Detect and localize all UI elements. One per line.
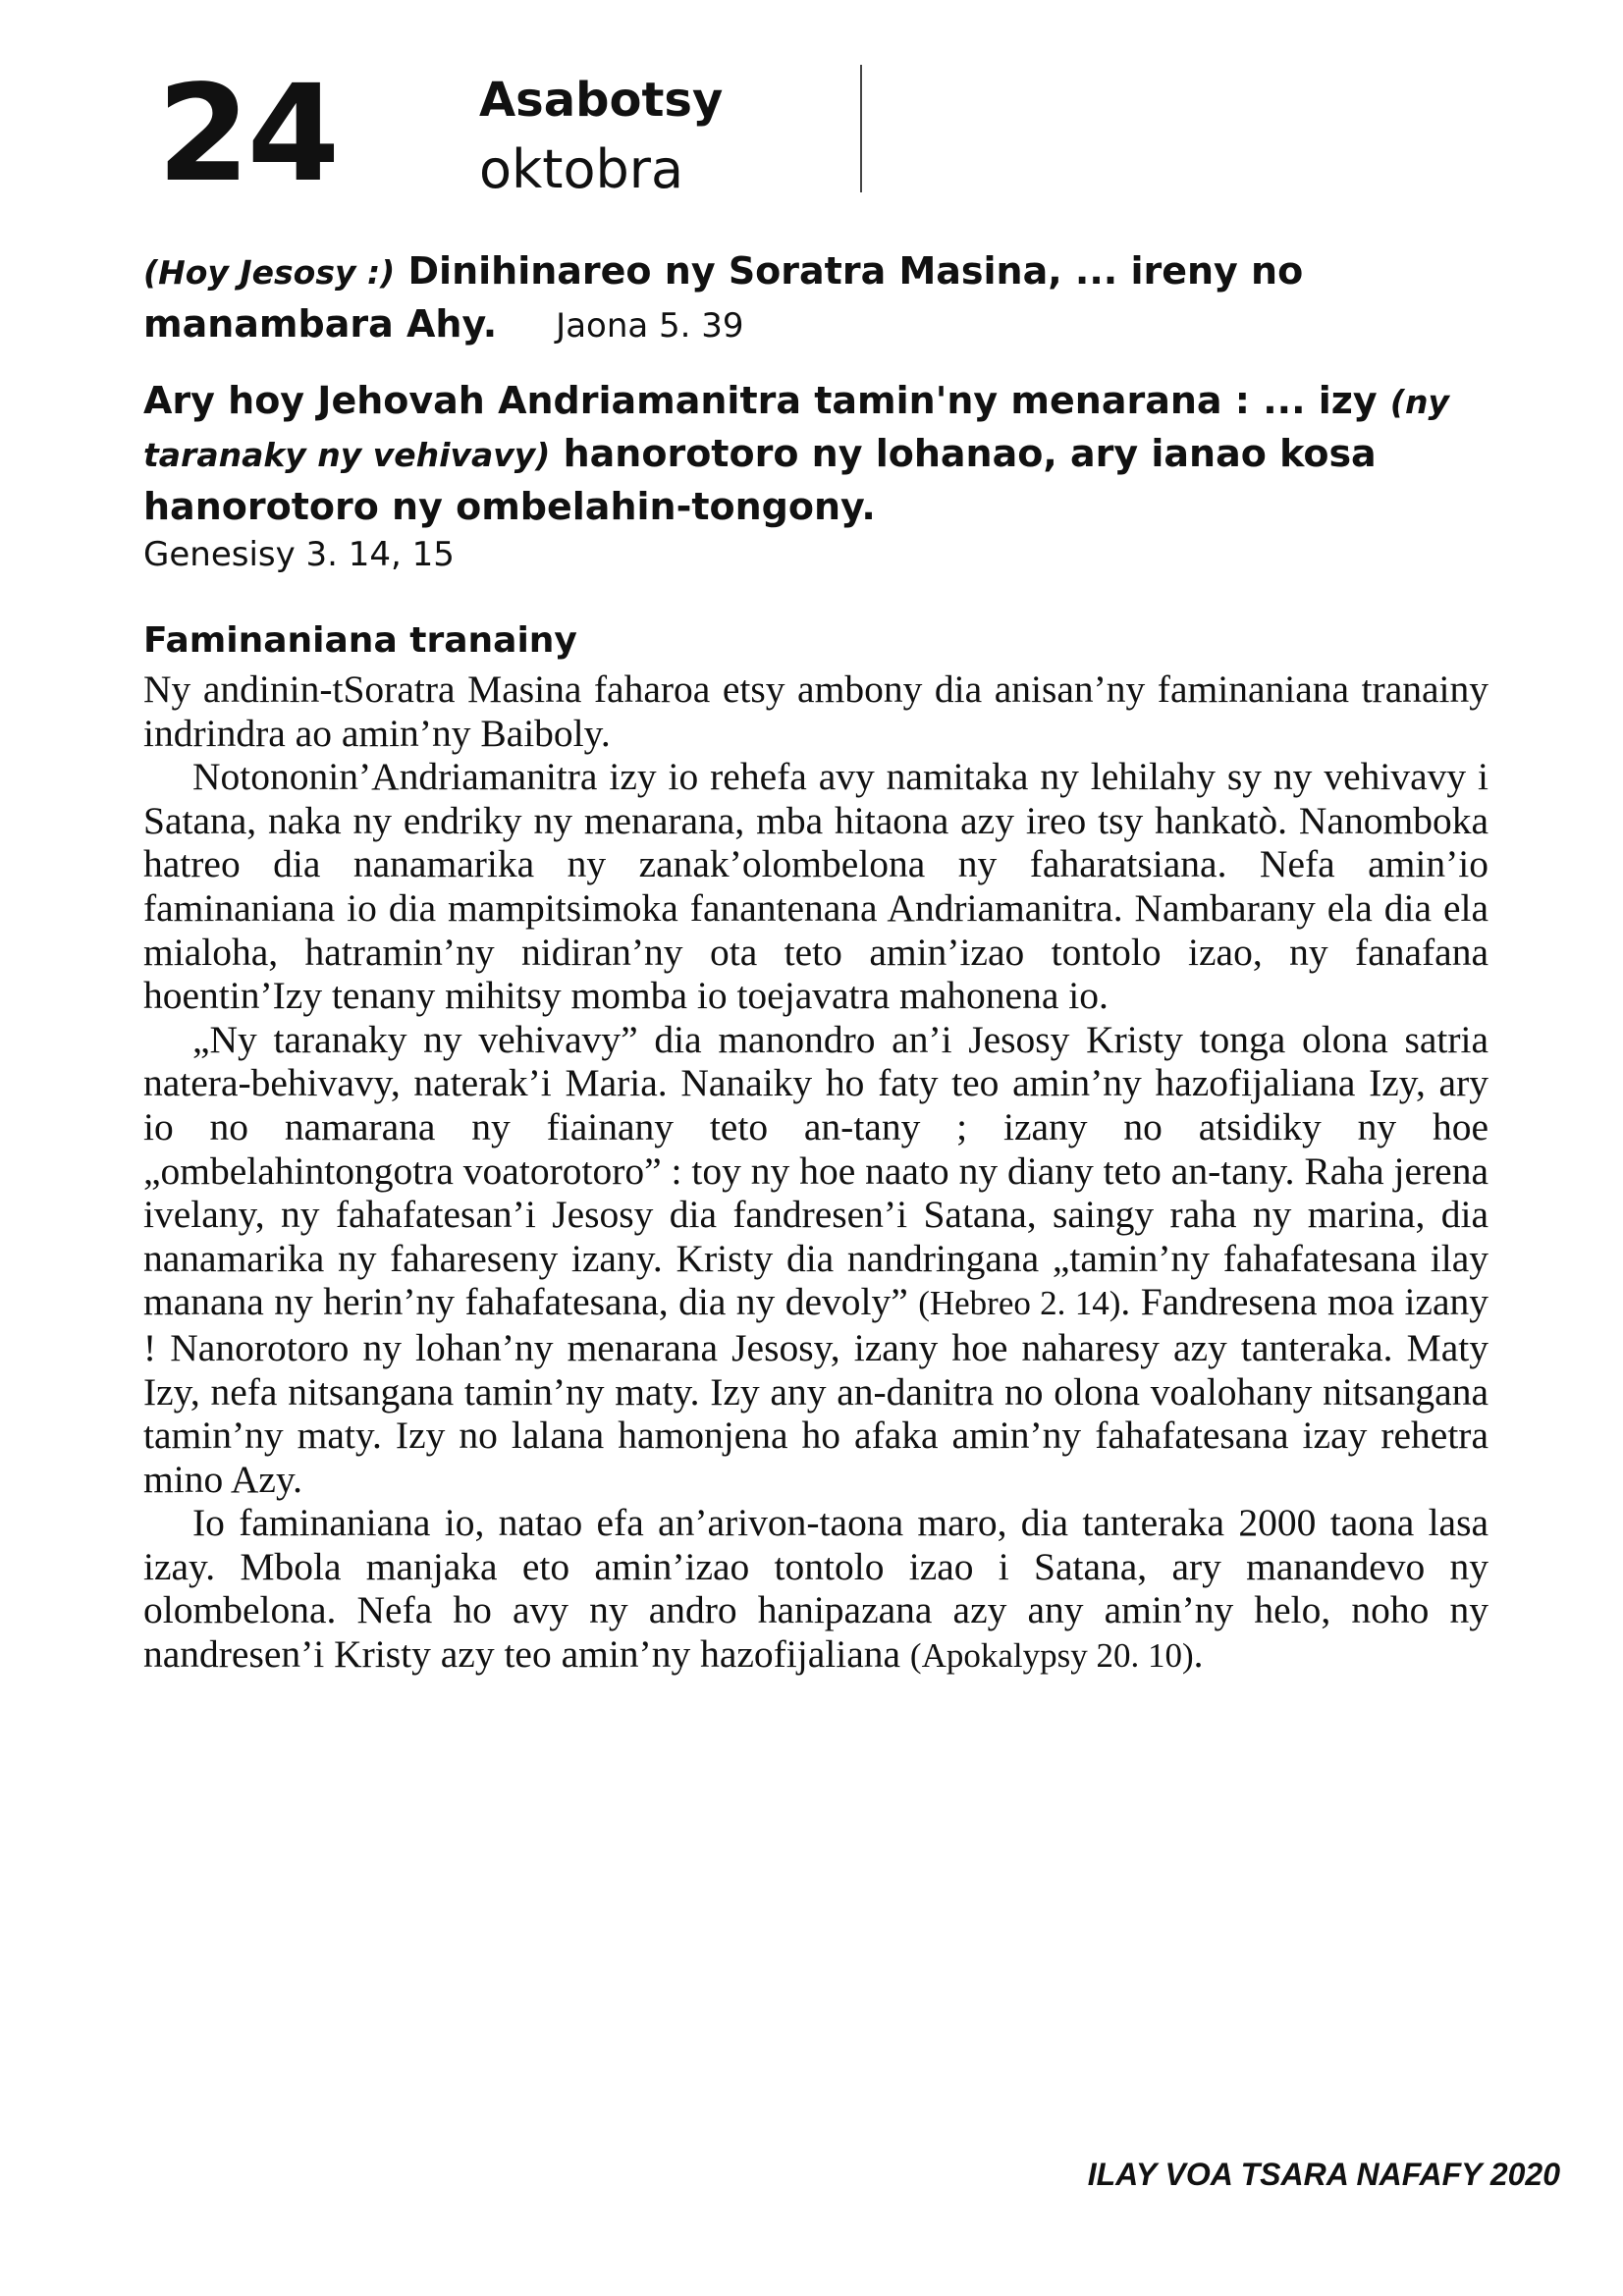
header-divider [860,65,862,192]
paragraph-4 [143,1501,1488,1678]
month: oktobra [479,138,684,200]
verse-secondary [143,375,1488,532]
paragraph-4-reference: (Apokalypsy 20. 10) [909,1636,1194,1676]
day-number: 24 [157,57,338,212]
body-text [143,667,1488,1679]
verse-text-italic: (ny taranaky ny vehivavy) [143,383,1449,474]
paragraph-3-text: „Ny taranaky ny vehivavy” dia manondro an’i Jesosy Kristy tonga olona satria natera-behivavy, naterak’i Maria. Nanaiky ho faty teo amin’ny hazofijaliana Izy, ary io no namarana ny fiainany teto an-tany ; izany no atsidiky ny hoe „ombelahintongotra voatorotoro” : toy ny hoe naato ny diany teto an-tany. Raha jerena ivelany, ny fahafatesan’i Jesosy dia fandresen’i Satana, saingy raha ny marina, dia nanamarika ny fahareseny izany. Kristy dia nandringana „tamin’ny fahafatesana ilay manana ny herin’ny fahafatesana, dia ny devoly” [143,1017,1488,1324]
paragraph-4-text: Io faminaniana io, natao efa an’arivon-taona maro, dia tanteraka 2000 taona lasa izay. Mbola manjaka eto amin’izao tontolo izao i Satana, ary manandevo ny olombelona. Nefa ho avy ny andro hanipazana azy any amin’ny helo, noho ny nandresen’i Kristy azy teo amin’ny hazofijaliana [143,1501,1488,1677]
verse-reference: Jaona 5. 39 [556,306,744,346]
paragraph-3 [143,1018,1488,1502]
date-header [157,57,884,212]
verse-text-part1: Ary hoy Jehovah Andriamanitra tamin'ny menarana : ... izy [143,379,1390,422]
verse-text-part2: hanorotoro ny lohanao, ary ianao kosa hanorotoro ny ombelahin-tongony. [143,432,1377,528]
paragraph-3-reference: (Hebreo 2. 14) [918,1284,1121,1323]
weekday: Asabotsy [479,73,724,128]
verse-speaker: (Hoy Jesosy :) [143,253,396,292]
footer-title: ILAY VOA TSARA NAFAFY 2020 [1087,2157,1560,2192]
paragraph-3-text-rest: . Fandresena moa izany ! Nanorotoro ny lohan’ny menarana Jesosy, izany hoe naharesy azy tanteraka. Maty Izy, nefa nitsangana tamin’ny maty. Izy any an-danitra no olona voalohany nitsangana tamin’ny maty. Izy no lalana hamonjena ho afaka amin’ny fahafatesana izay rehetra mino Azy. [143,1280,1488,1501]
section-heading: Faminaniana tranainy [143,620,577,661]
verse-primary [143,245,1488,351]
paragraph-4-end: . [1193,1632,1204,1677]
verse-secondary-reference: Genesisy 3. 14, 15 [143,535,455,574]
paragraph-2: Notononin’Andriamanitra izy io rehefa avy namitaka ny lehilahy sy ny vehivavy i Satana, naka ny endriky ny menarana, mba hitaona azy ireo tsy hankatò. Nanomboka hatreo dia nanamarika ny zanak’olombelona ny faharatsiana. Nefa amin’io faminaniana io dia mampitsimoka fanantenana Andriamanitra. Nambarany ela dia ela mialoha, hatramin’ny nidiran’ny ota teto amin’izao tontolo izao, ny fanafana hoentin’Izy tenany mihitsy momba io toejavatra mahonena io. [143,755,1488,1018]
paragraph-1: Ny andinin-tSoratra Masina faharoa etsy ambony dia anisan’ny faminaniana tranainy indrindra ao amin’ny Baiboly. [143,667,1488,755]
verse-text: Dinihinareo ny Soratra Masina, ... ireny no manambara Ahy. [143,249,1304,346]
